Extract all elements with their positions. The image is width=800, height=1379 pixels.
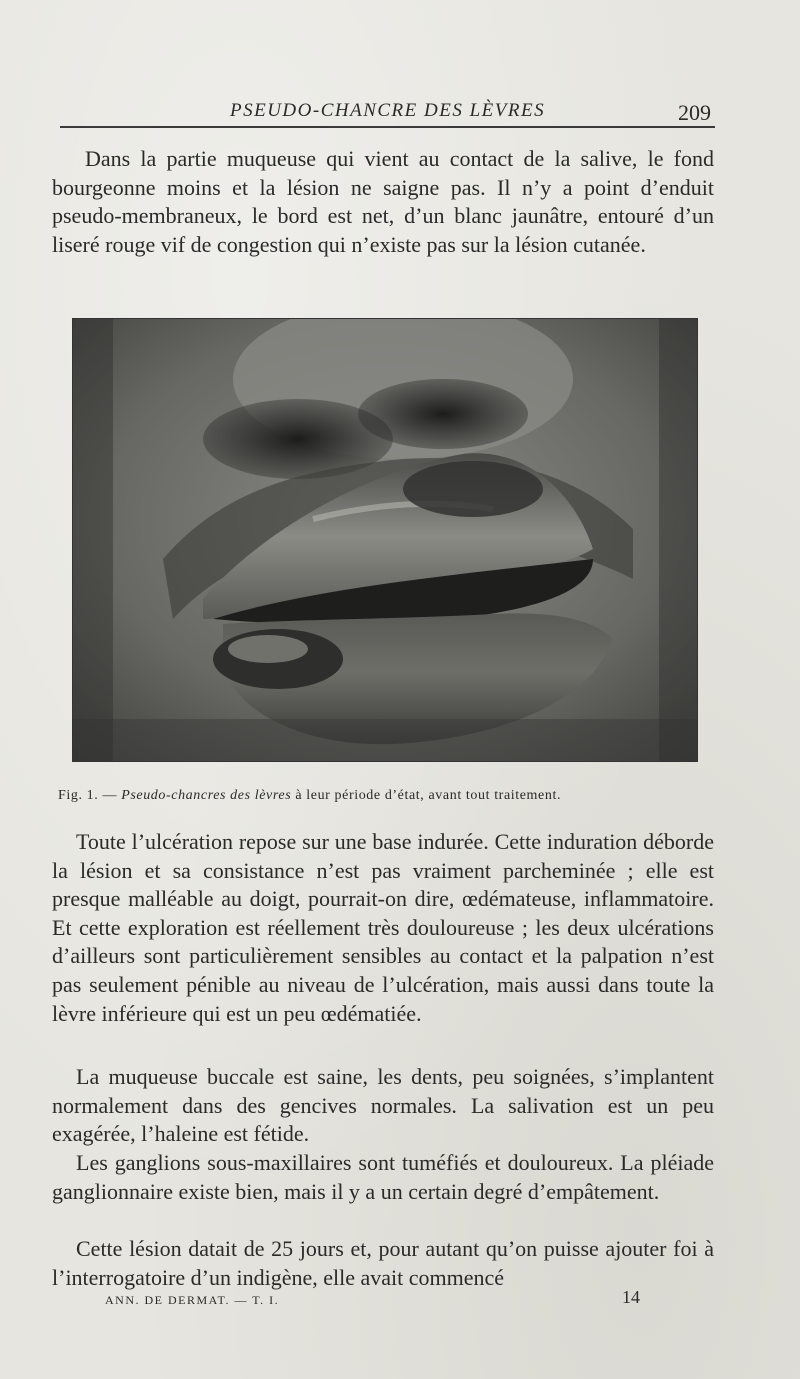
paragraph: Les ganglions sous-maxillaires sont tuméfiés et douloureux. La pléiade ganglionnaire existe bien, mais il y a un certain degré d’empâtement. bbox=[52, 1150, 714, 1204]
sheet-number: 14 bbox=[622, 1287, 640, 1307]
lips-photo-illustration bbox=[73, 319, 698, 762]
page-number: 209 bbox=[678, 100, 711, 125]
caption-rest: à leur période d’état, avant tout traitement. bbox=[291, 788, 562, 803]
running-title: PSEUDO-CHANCRE DES LÈVRES bbox=[230, 100, 546, 121]
figure-photograph bbox=[72, 318, 698, 762]
running-head bbox=[60, 96, 715, 128]
paragraph: Dans la partie muqueuse qui vient au contact de la salive, le fond bourgeonne moins et la lésion ne saigne pas. Il n’y a point d’enduit pseudo-membraneux, le bord est net, d’un blanc jaunâtre, entouré d’un liseré rouge vif de congestion qui n’existe pas sur la lésion cutanée. bbox=[52, 146, 714, 257]
paragraph: Cette lésion datait de 25 jours et, pour autant qu’on puisse ajouter foi à l’interrogatoire d’un indigène, elle avait commencé bbox=[52, 1236, 714, 1290]
caption-title: Pseudo-chancres des lèvres bbox=[121, 788, 292, 803]
signature-mark: ANN. DE DERMAT. — T. I. bbox=[105, 1293, 280, 1307]
caption-label: Fig. 1. — bbox=[58, 788, 122, 803]
paragraph: Toute l’ulcération repose sur une base indurée. Cette induration déborde la lésion et sa consistance n’est pas vraiment parcheminée ; elle est presque malléable au doigt, pourrait-on dire, œdémateuse, inflammatoire. Et cette exploration est réellement très douloureuse ; les deux ulcérations d’ailleurs sont particulièrement sensibles au contact et la palpation n’est pas seulement pénible au niveau de l’ulcération, mais aussi dans toute la lèvre inférieure qui est un peu œdématiée. bbox=[52, 829, 714, 1026]
paragraph: La muqueuse buccale est saine, les dents, peu soignées, s’implantent normalement dans des gencives normales. La salivation est un peu exagérée, l’haleine est fétide. bbox=[52, 1064, 714, 1147]
figure-caption bbox=[58, 788, 738, 804]
